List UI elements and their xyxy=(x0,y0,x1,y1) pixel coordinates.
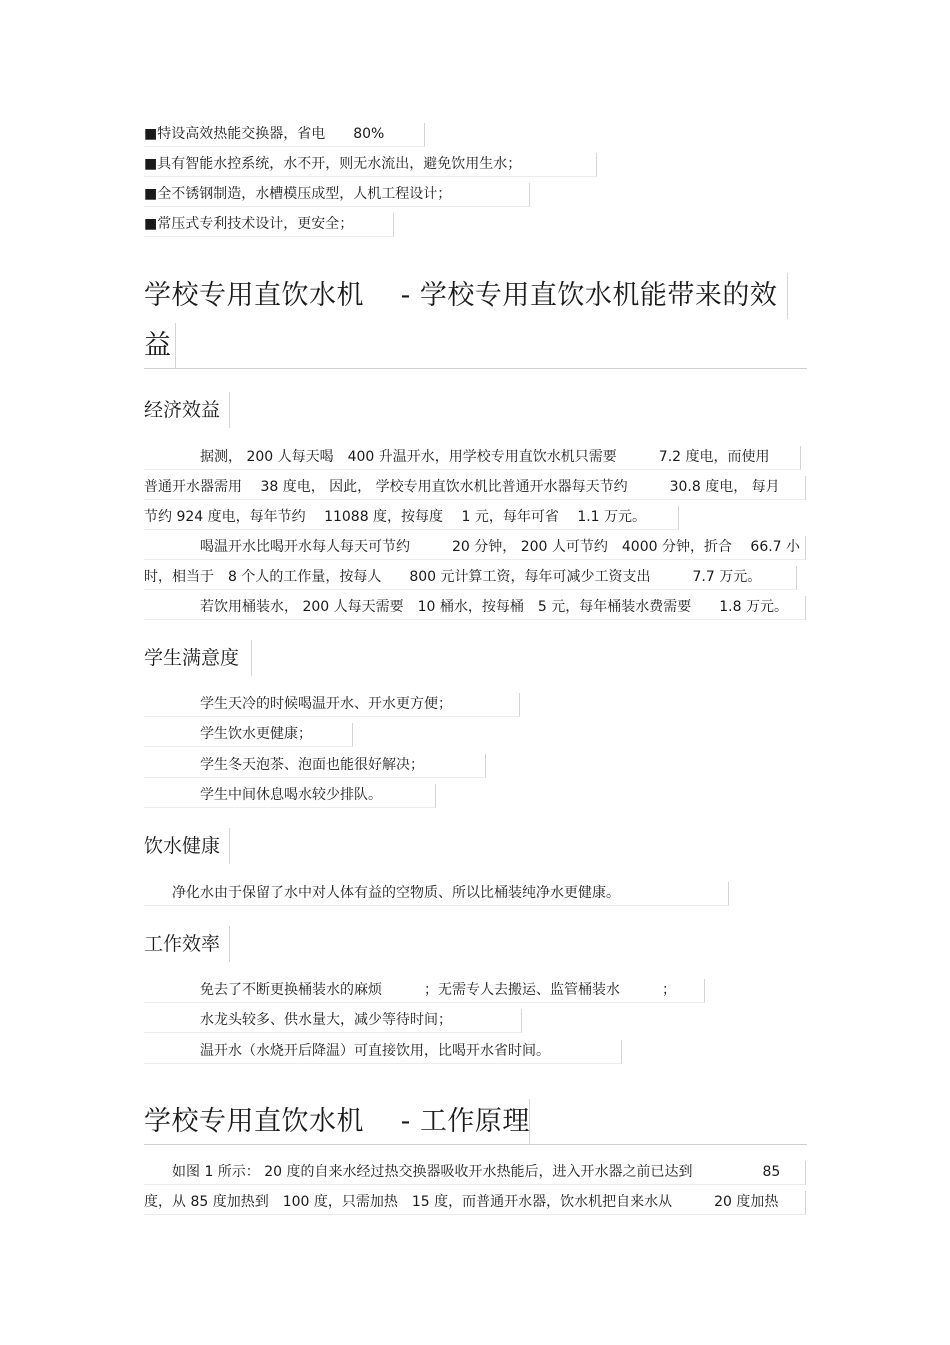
feature-line: ■常压式专利技术设计，更安全； xyxy=(144,213,394,237)
divider xyxy=(144,1144,807,1145)
section-title: 学校专用直饮水机 - 工作原理 xyxy=(144,1099,530,1145)
paragraph-line: 净化水由于保留了水中对人体有益的空物质、所以比桶装纯净水更健康。 xyxy=(144,882,729,906)
list-item: 温开水（水烧开后降温）可直接饮用，比喝开水省时间。 xyxy=(144,1040,622,1064)
divider xyxy=(144,368,807,369)
list-item: 学生中间休息喝水较少排队。 xyxy=(144,784,436,808)
subheading-efficiency: 工作效率 xyxy=(144,926,230,962)
subheading-satisfaction: 学生满意度 xyxy=(144,640,252,676)
paragraph-line: 喝温开水比喝开水每人每天可节约 20 分钟， 200 人可节约 4000 分钟，折合 66.7 小 xyxy=(144,536,806,560)
list-item: 学生饮水更健康； xyxy=(144,723,353,747)
list-item: 学生冬天泡茶、泡面也能很好解决； xyxy=(144,754,486,778)
paragraph-line: 度，从 85 度加热到 100 度，只需加热 15 度，而普通开水器，饮水机把自来水从 20 度加热 xyxy=(144,1191,806,1215)
feature-line: ■特设高效热能交换器，省电 80% xyxy=(144,123,425,147)
paragraph-line: 节约 924 度电，每年节约 11088 度，按每度 1 元，每年可省 1.1 万元。 xyxy=(144,506,679,530)
paragraph-line: 若饮用桶装水， 200 人每天需要 10 桶水，按每桶 5 元，每年桶装水费需要 1.8 万元。 xyxy=(144,596,806,620)
feature-line: ■具有智能水控系统，水不开，则无水流出，避免饮用生水； xyxy=(144,153,597,177)
list-item: 免去了不断更换桶装水的麻烦 ；无需专人去搬运、监管桶装水 ； xyxy=(144,979,705,1003)
list-item: 学生天冷的时候喝温开水、开水更方便； xyxy=(144,693,520,717)
paragraph-line: 如图 1 所示： 20 度的自来水经过热交换器吸收开水热能后，进入开水器之前已达到 85 xyxy=(144,1161,806,1185)
section-title: 学校专用直饮水机 - 学校专用直饮水机能带来的效 xyxy=(144,273,788,319)
paragraph-line: 普通开水器需用 38 度电， 因此， 学校专用直饮水机比普通开水器每天节约 30.8 度电， 每月 xyxy=(144,476,806,500)
list-item: 水龙头较多、供水量大，减少等待时间； xyxy=(144,1009,522,1033)
feature-line: ■全不锈钢制造，水槽模压成型，人机工程设计； xyxy=(144,183,530,207)
subheading-economic: 经济效益 xyxy=(144,392,230,428)
subheading-health: 饮水健康 xyxy=(144,828,230,864)
paragraph-line: 据测， 200 人每天喝 400 升温开水，用学校专用直饮水机只需要 7.2 度电，而使用 xyxy=(144,446,801,470)
paragraph-line: 时，相当于 8 个人的工作量，按每人 800 元计算工资，每年可减少工资支出 7.7 万元。 xyxy=(144,566,797,590)
section-title-continued: 益 xyxy=(144,323,176,369)
